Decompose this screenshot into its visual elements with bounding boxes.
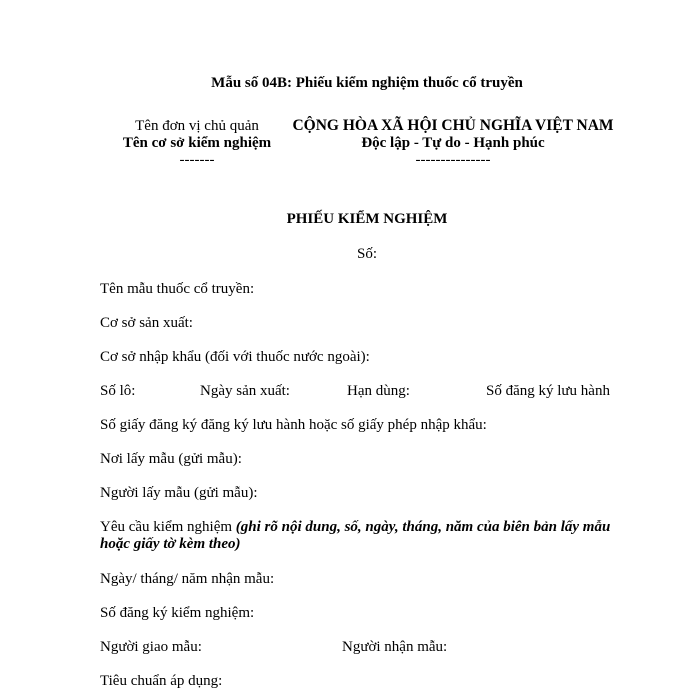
deliverer-field: Người giao mẫu: xyxy=(100,639,202,655)
standard-field: Tiêu chuẩn áp dụng: xyxy=(100,673,223,689)
motto: Độc lập - Tự do - Hạnh phúc xyxy=(361,135,545,151)
license-field: Số giấy đăng ký đăng ký lưu hành hoặc số giấy phép nhập khẩu: xyxy=(100,417,487,433)
sampler-field: Người lấy mẫu (gửi mẫu): xyxy=(100,485,258,501)
sample-name-field: Tên mẫu thuốc cổ truyền: xyxy=(100,281,255,297)
receiver-field: Người nhận mẫu: xyxy=(342,639,448,655)
registration-number-field: Số đăng ký lưu hành xyxy=(486,383,610,399)
document-number: Số: xyxy=(356,246,377,262)
right-separator: --------------- xyxy=(415,152,491,168)
request-label: Yêu cầu kiểm nghiệm xyxy=(100,519,233,535)
mfg-date-field: Ngày sản xuất: xyxy=(200,383,290,399)
country-name: CỘNG HÒA XÃ HỘI CHỦ NGHĨA VIỆT NAM xyxy=(292,117,614,134)
left-separator: ------- xyxy=(179,152,215,168)
sampling-place-field: Nơi lấy mẫu (gửi mẫu): xyxy=(100,451,242,467)
test-registration-field: Số đăng ký kiểm nghiệm: xyxy=(100,605,255,621)
manufacturer-field: Cơ sở sản xuất: xyxy=(100,315,193,331)
request-note-1: (ghi rõ nội dung, số, ngày, tháng, năm của biên bản lấy mẫu xyxy=(235,519,611,535)
received-date-field: Ngày/ tháng/ năm nhận mẫu: xyxy=(100,571,275,587)
expiry-field: Hạn dùng: xyxy=(347,383,410,399)
importer-field: Cơ sở nhập khẩu (đối với thuốc nước ngoài): xyxy=(100,349,370,365)
form-title: Mẫu số 04B: Phiếu kiểm nghiệm thuốc cổ truyền xyxy=(211,75,523,91)
request-line-1 xyxy=(100,518,610,536)
document-title: PHIẾU KIỂM NGHIỆM xyxy=(286,211,448,227)
facility-name: Tên cơ sở kiểm nghiệm xyxy=(122,135,272,151)
lot-field: Số lô: xyxy=(100,383,136,399)
request-note-2: hoặc giấy tờ kèm theo) xyxy=(100,536,241,552)
agency-name: Tên đơn vị chủ quản xyxy=(135,118,259,134)
